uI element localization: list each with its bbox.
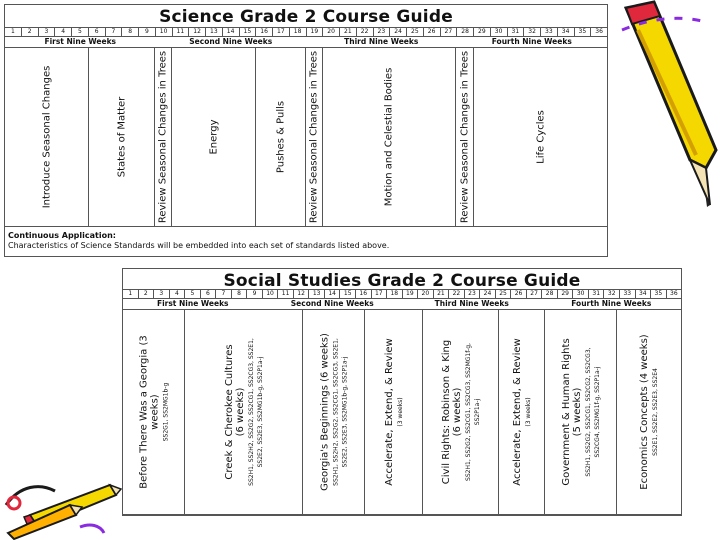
week-number: 11 [173, 28, 190, 36]
week-number: 1 [123, 290, 139, 298]
week-number: 33 [620, 290, 636, 298]
social-unit [617, 310, 681, 514]
week-number: 28 [542, 290, 558, 298]
unit-title: Before There Was a Georgia (3 [138, 335, 149, 489]
week-number: 17 [273, 28, 290, 36]
week-number: 15 [240, 28, 257, 36]
week-number: 2 [22, 28, 39, 36]
unit-title: Review Seasonal Changes in Trees [459, 50, 470, 224]
quarter-label: Second Nine Weeks [189, 37, 273, 46]
week-number: 13 [309, 290, 325, 298]
social-studies-course-guide [122, 268, 682, 516]
week-number: 36 [670, 290, 678, 297]
week-number: 5 [72, 28, 89, 36]
week-number: 30 [491, 28, 508, 36]
unit-title-line2: (6 weeks) [234, 387, 246, 437]
quarter-label: Third Nine Weeks [344, 37, 419, 46]
week-number: 20 [418, 290, 434, 298]
week-number: 12 [294, 290, 310, 298]
science-unit [323, 48, 456, 226]
social-unit [423, 310, 499, 514]
week-number: 26 [511, 290, 527, 298]
unit-title: States of Matter [116, 96, 127, 178]
science-guide-title: Science Grade 2 Course Guide [159, 7, 453, 27]
week-number: 14 [223, 28, 240, 36]
week-number: 32 [604, 290, 620, 298]
week-number: 21 [434, 290, 450, 298]
quarter-label: Fourth Nine Weeks [491, 37, 572, 46]
week-number: 11 [278, 290, 294, 298]
unit-title: Review Seasonal Changes in Trees [157, 50, 169, 224]
science-course-guide [4, 4, 608, 257]
unit-title: Economics Concepts (4 weeks) [639, 334, 650, 490]
social-week-numbers [123, 289, 681, 299]
unit-title: Georgia's Beginnings (6 weeks) [319, 333, 330, 491]
week-number: 19 [307, 28, 324, 36]
social-unit [499, 310, 545, 514]
week-number: 28 [457, 28, 474, 36]
unit-standards: SS2E1, SS2E2, SS2E3, SS2E4 [652, 368, 659, 456]
week-number: 34 [636, 290, 652, 298]
week-number: 19 [403, 290, 419, 298]
week-number: 16 [356, 290, 372, 298]
week-number: 29 [558, 290, 574, 298]
unit-title: Energy [208, 119, 219, 155]
unit-standards: SS2H1, SS2G2, SS2CG1, SS2CG3, SS2MG1f-g, [464, 343, 472, 481]
week-number: 23 [374, 28, 391, 36]
science-unit [5, 48, 89, 226]
week-number: 22 [357, 28, 374, 36]
pencil-clipart-icon [606, 0, 720, 215]
week-number: 2 [139, 290, 155, 298]
unit-title-line2: (5 weeks) [571, 387, 583, 437]
week-number: 1 [5, 28, 22, 36]
week-number: 29 [474, 28, 491, 36]
science-units [5, 47, 607, 227]
social-studies-guide-title: Social Studies Grade 2 Course Guide [223, 271, 581, 291]
week-number: 27 [441, 28, 458, 36]
week-number: 7 [106, 28, 123, 36]
science-unit [89, 48, 155, 226]
science-unit [306, 48, 323, 226]
unit-title-line2: weeks) [149, 394, 160, 430]
science-week-numbers [5, 27, 607, 37]
week-number: 33 [541, 28, 558, 36]
science-unit [474, 48, 607, 226]
unit-standards-line2: SS2E2, SS2E3, SS2MG1b-g, SS2P1a-j [341, 356, 348, 468]
week-number: 9 [247, 290, 263, 298]
unit-title: Introduce Seasonal Changes [41, 65, 52, 209]
unit-title: Pushes & Pulls [275, 100, 286, 174]
unit-title: Life Cycles [535, 110, 546, 164]
unit-title: Motion and Celestial Bodies [383, 67, 395, 207]
unit-title: Review Seasonal Changes in Trees [308, 50, 320, 224]
week-number: 7 [216, 290, 232, 298]
week-number: 18 [387, 290, 403, 298]
week-number: 15 [340, 290, 356, 298]
week-number: 30 [573, 290, 589, 298]
week-number: 18 [290, 28, 307, 36]
week-number: 26 [424, 28, 441, 36]
quarter-label: Third Nine Weeks [434, 299, 509, 308]
week-number: 34 [558, 28, 575, 36]
week-number: 3 [39, 28, 56, 36]
science-quarter-headers [5, 37, 607, 47]
week-number: 6 [201, 290, 217, 298]
unit-title: Government & Human Rights [560, 338, 572, 486]
social-unit [303, 310, 365, 514]
week-number: 31 [508, 28, 525, 36]
week-number: 31 [589, 290, 605, 298]
week-number: 9 [139, 28, 156, 36]
unit-standards-line2: SS2E2, SS2E3, SS2MG1b-g, SS2P1a-j [256, 356, 264, 468]
social-unit [185, 310, 303, 514]
continuous-application-text: Characteristics of Science Standards will be embedded into each set of standards listed above. [8, 241, 390, 250]
week-number: 21 [340, 28, 357, 36]
unit-standards-line2: SS2CG4, SS2MG1f-g, SS2P1a-j [593, 366, 601, 458]
week-number: 16 [256, 28, 273, 36]
week-number: 3 [154, 290, 170, 298]
week-number: 12 [189, 28, 206, 36]
unit-title-line2: (3 weeks) [396, 397, 404, 427]
unit-title: Creek & Cherokee Cultures [223, 344, 235, 480]
continuous-application-label: Continuous Application: [8, 231, 116, 240]
week-number: 4 [170, 290, 186, 298]
week-number: 10 [263, 290, 279, 298]
week-number: 14 [325, 290, 341, 298]
week-number: 8 [232, 290, 248, 298]
unit-standards-line2: SS2P1a-j [473, 398, 481, 426]
unit-standards: SS2H1, SS2H2, SS2G2, SS2CG1, SS2CG3, SS2E1, [247, 338, 255, 486]
week-number: 36 [595, 28, 603, 35]
pencils-clipart-icon [0, 445, 122, 540]
quarter-label: First Nine Weeks [44, 37, 117, 46]
social-unit [545, 310, 617, 514]
social-units [123, 309, 681, 515]
week-number: 24 [390, 28, 407, 36]
unit-standards: SS2H1, SS2H2, SS2G2, SS2CG1, SS2CG3, SS2E1, [332, 338, 339, 486]
quarter-label: First Nine Weeks [156, 299, 229, 308]
week-number: 4 [55, 28, 72, 36]
week-number: 10 [156, 28, 173, 36]
week-number: 22 [449, 290, 465, 298]
unit-standards: SS2G1, SS2MG1b-g [162, 382, 169, 442]
week-number: 13 [206, 28, 223, 36]
week-number: 32 [524, 28, 541, 36]
week-number: 8 [122, 28, 139, 36]
unit-title: Accelerate, Extend, & Review [511, 338, 523, 486]
social-unit [123, 310, 185, 514]
quarter-label: Second Nine Weeks [290, 299, 374, 308]
quarter-label: Fourth Nine Weeks [571, 299, 652, 308]
week-number: 25 [407, 28, 424, 36]
week-number: 23 [465, 290, 481, 298]
unit-title-line2: (3 weeks) [524, 397, 532, 427]
unit-title: Civil Rights: Robinson & King [440, 339, 452, 485]
science-unit [155, 48, 172, 226]
social-quarter-headers [123, 299, 681, 309]
week-number: 35 [575, 28, 592, 36]
science-unit [456, 48, 474, 226]
week-number: 35 [651, 290, 667, 298]
science-unit [256, 48, 306, 226]
week-number: 17 [372, 290, 388, 298]
week-number: 24 [480, 290, 496, 298]
social-unit [365, 310, 423, 514]
unit-standards: SS2H1, SS2G2, SS2CG1, SS2CG2, SS2CG3, [584, 347, 592, 477]
continuous-application [8, 231, 604, 251]
week-number: 20 [323, 28, 340, 36]
week-number: 5 [185, 290, 201, 298]
week-number: 27 [527, 290, 543, 298]
unit-title: Accelerate, Extend, & Review [383, 338, 395, 486]
week-number: 25 [496, 290, 512, 298]
week-number: 6 [89, 28, 106, 36]
science-unit [172, 48, 256, 226]
unit-title-line2: (6 weeks) [451, 387, 463, 437]
